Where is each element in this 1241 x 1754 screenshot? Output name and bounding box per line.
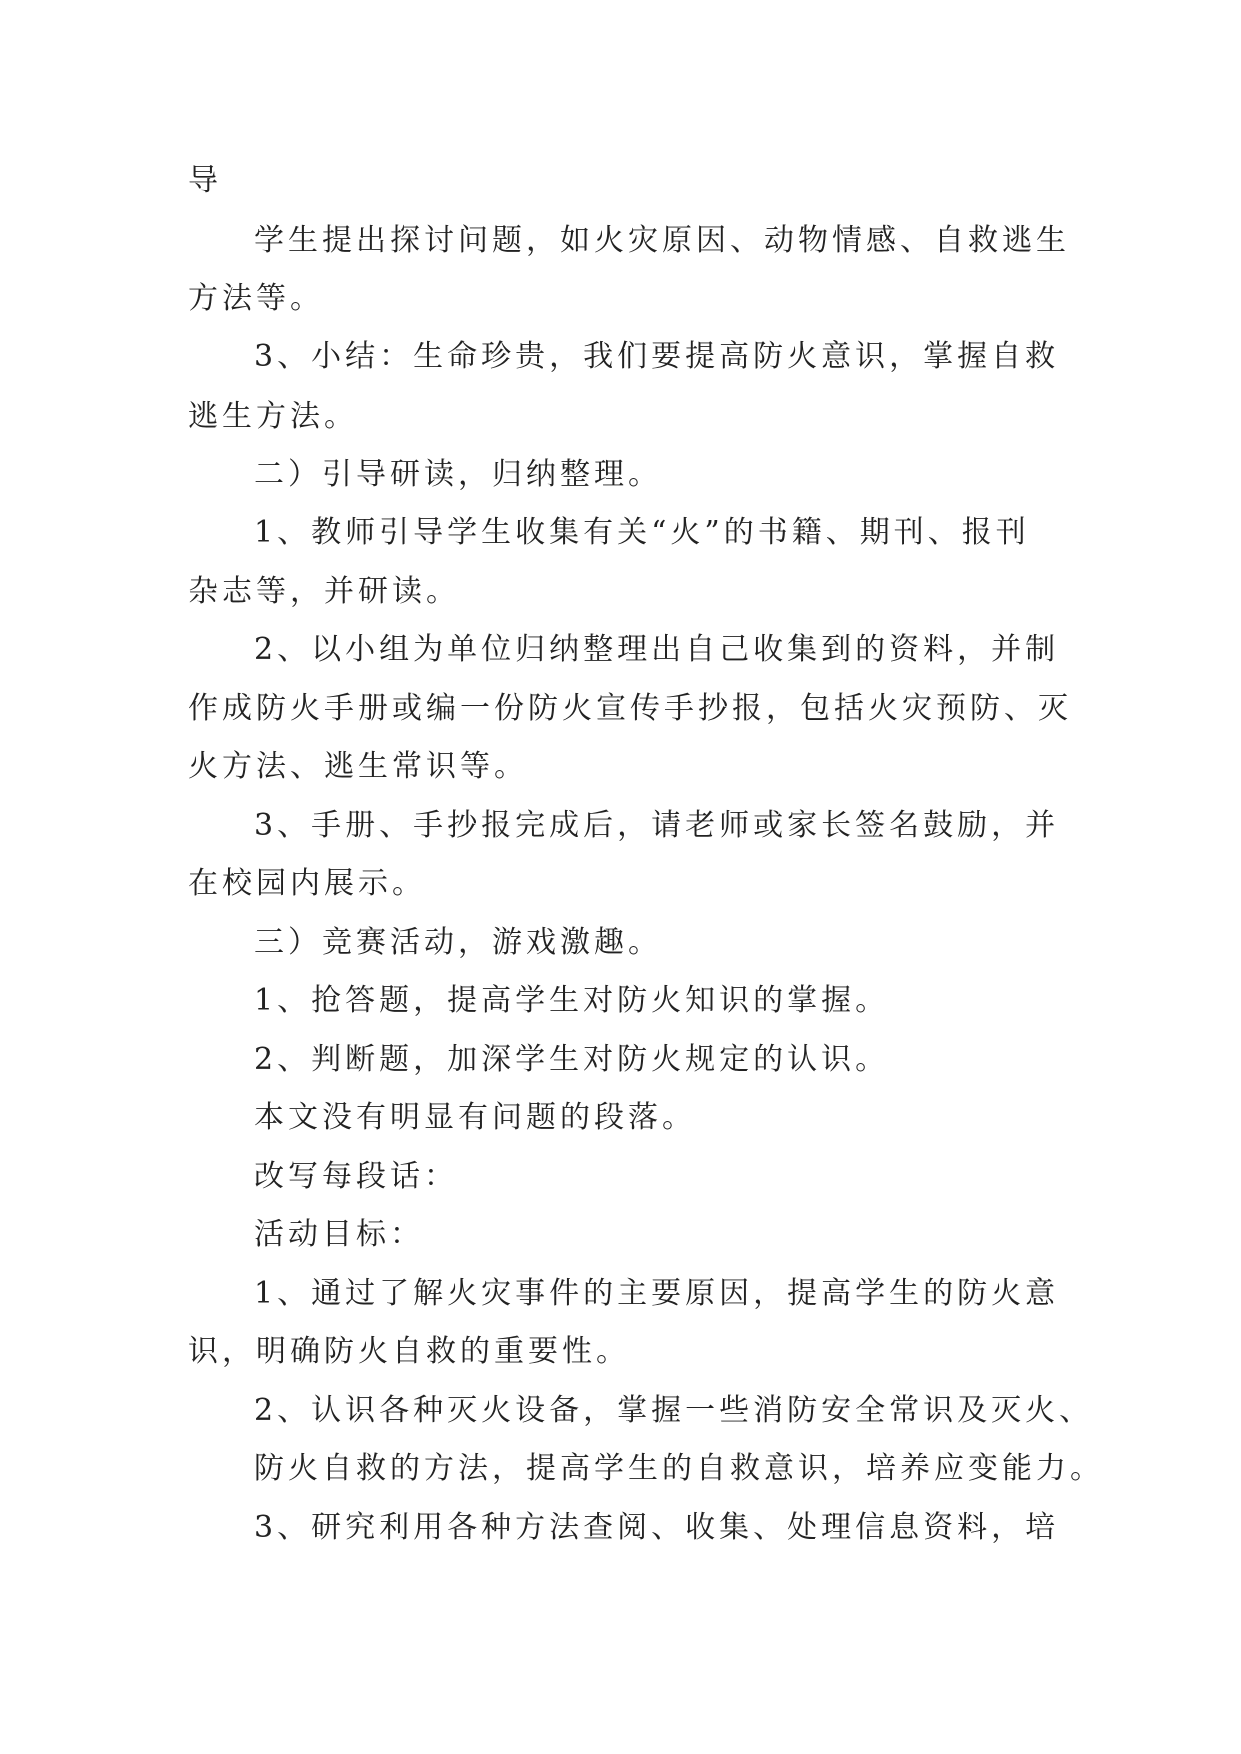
text-line: 2、以小组为单位归纳整理出自己收集到的资料，并制	[254, 632, 1060, 667]
text-line: 作成防火手册或编一份防火宣传手抄报，包括火灾预防、灭	[188, 691, 1072, 726]
text-line: 杂志等，并研读。	[188, 574, 460, 609]
text-line: 活动目标：	[254, 1217, 424, 1252]
text-line: 防火自救的方法，提高学生的自救意识，培养应变能力。	[254, 1451, 1104, 1486]
text-line: 1、通过了解火灾事件的主要原因，提高学生的防火意	[254, 1276, 1060, 1311]
text-line: 三）竞赛活动，游戏激趣。	[254, 925, 662, 960]
text-line: 3、小结：生命珍贵，我们要提高防火意识，掌握自救	[254, 339, 1060, 374]
text-line: 学生提出探讨问题，如火灾原因、动物情感、自救逃生	[254, 223, 1070, 258]
text-line: 2、认识各种灭火设备，掌握一些消防安全常识及灭火、	[254, 1393, 1094, 1428]
text-line: 改写每段话：	[254, 1159, 458, 1194]
text-line: 在校园内展示。	[188, 866, 426, 901]
text-line: 2、判断题，加深学生对防火规定的认识。	[254, 1042, 890, 1077]
text-line: 本文没有明显有问题的段落。	[254, 1100, 696, 1135]
text-line: 火方法、逃生常识等。	[188, 749, 528, 784]
text-line: 3、手册、手抄报完成后，请老师或家长签名鼓励，并	[254, 808, 1060, 843]
text-line: 方法等。	[188, 281, 324, 316]
text-line: 逃生方法。	[188, 399, 358, 434]
text-line: 导	[188, 163, 222, 198]
text-line: 3、研究利用各种方法查阅、收集、处理信息资料，培	[254, 1510, 1060, 1545]
text-line: 1、教师引导学生收集有关“火”的书籍、期刊、报刊	[254, 515, 1030, 550]
text-line: 1、抢答题，提高学生对防火知识的掌握。	[254, 983, 890, 1018]
text-line: 识，明确防火自救的重要性。	[188, 1334, 630, 1369]
text-line: 二）引导研读，归纳整理。	[254, 457, 662, 492]
